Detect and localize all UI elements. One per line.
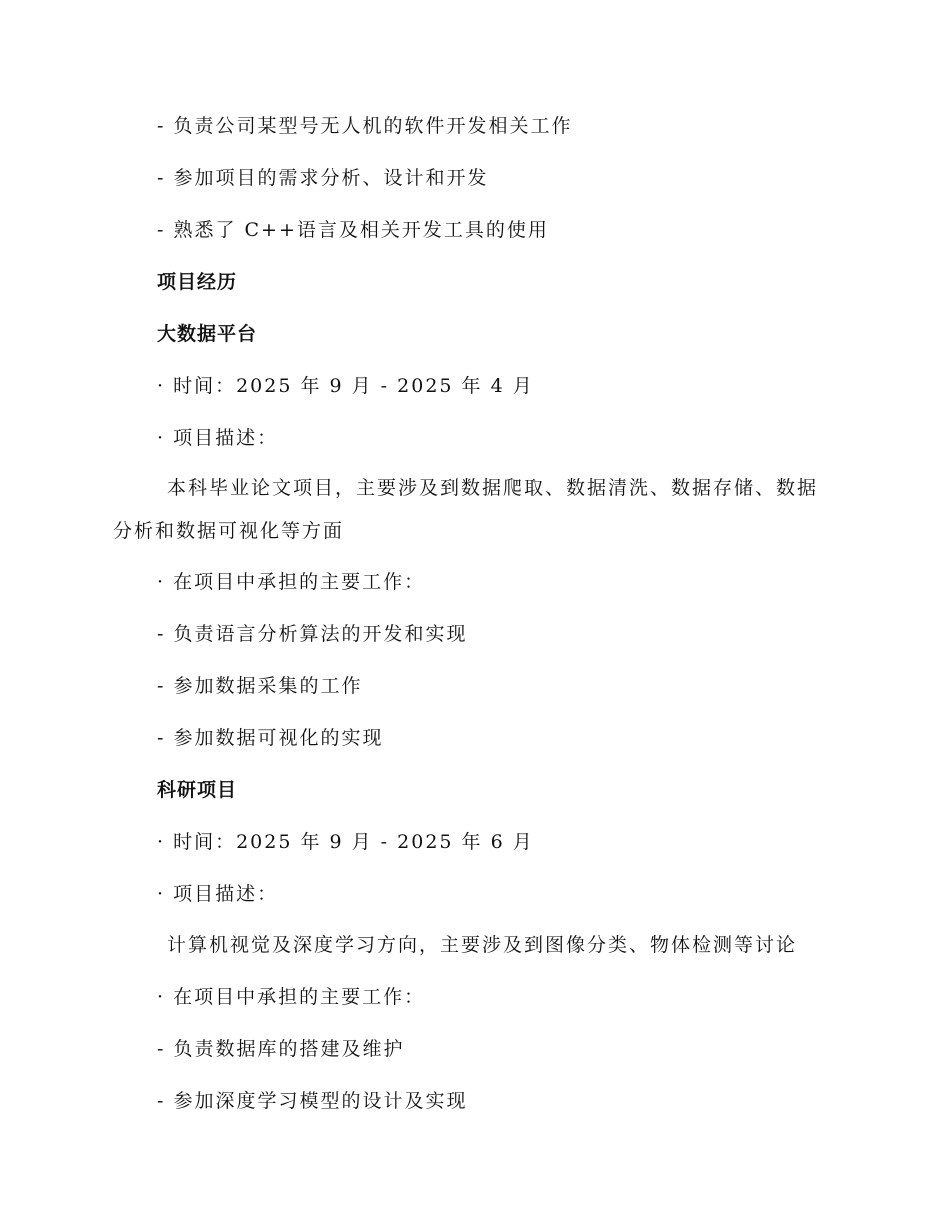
work-item: - 熟悉了 C++语言及相关开发工具的使用	[157, 219, 549, 241]
duty-item: - 参加数据采集的工作	[157, 675, 363, 697]
duty-item: - 负责数据库的搭建及维护	[157, 1038, 405, 1060]
project-duties-label: · 在项目中承担的主要工作：	[157, 571, 426, 593]
duty-item: - 参加深度学习模型的设计及实现	[157, 1090, 468, 1112]
project-desc-label: · 项目描述：	[157, 883, 279, 905]
duty-item: - 负责语言分析算法的开发和实现	[157, 623, 468, 645]
project-title: 大数据平台	[157, 323, 258, 345]
duty-item: - 参加数据可视化的实现	[157, 727, 384, 749]
project-desc-label: · 项目描述：	[157, 427, 279, 449]
work-item: - 负责公司某型号无人机的软件开发相关工作	[157, 115, 573, 137]
project-time: · 时间：2025 年 9 月 - 2025 年 6 月	[157, 831, 534, 853]
project-duties-label: · 在项目中承担的主要工作：	[157, 986, 426, 1008]
project-title: 科研项目	[157, 779, 238, 801]
work-item: - 参加项目的需求分析、设计和开发	[157, 167, 489, 189]
section-title: 项目经历	[157, 271, 238, 293]
project-time: · 时间：2025 年 9 月 - 2025 年 4 月	[157, 375, 534, 397]
project-description: 计算机视觉及深度学习方向，主要涉及到图像分类、物体检测等讨论	[167, 934, 798, 956]
project-description: 本科毕业论文项目，主要涉及到数据爬取、数据清洗、数据存储、数据分析和数据可视化等方面	[113, 477, 819, 542]
